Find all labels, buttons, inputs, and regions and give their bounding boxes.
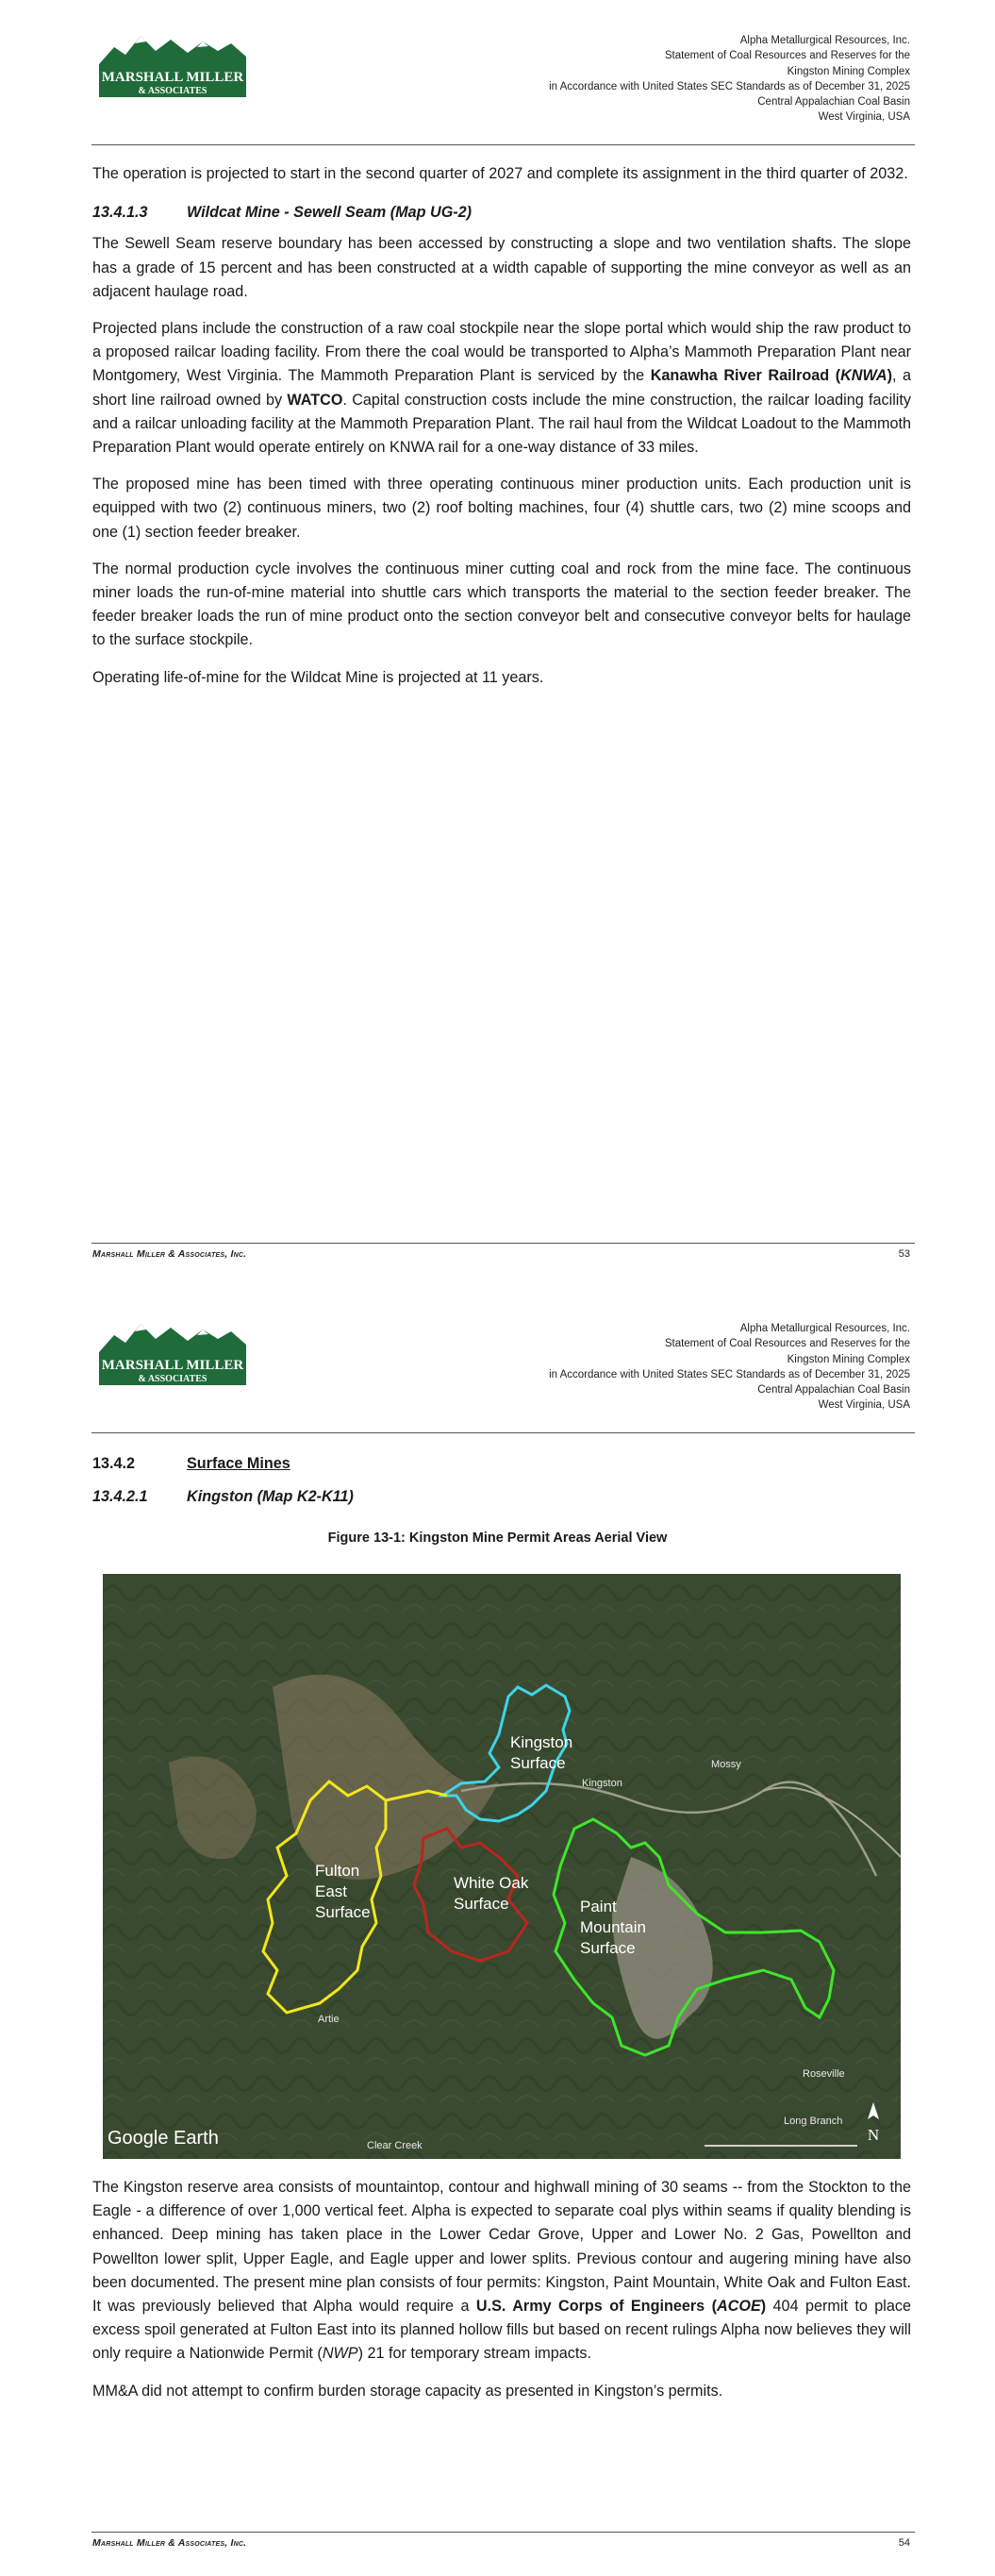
place-label: Roseville — [803, 2068, 845, 2080]
place-label: Artie — [318, 2014, 340, 2025]
map-label-paint-3: Surface — [580, 1939, 636, 1957]
section-heading — [92, 1452, 911, 1476]
header-line: West Virginia, USA — [818, 111, 910, 124]
railroad-name: Kanawha River Railroad — [650, 367, 830, 385]
header-line: Statement of Coal Resources and Reserves for the — [664, 1338, 910, 1350]
logo-subtext: & ASSOCIATES — [138, 86, 207, 96]
footer-company: Marshall Miller & Associates, Inc. — [92, 1248, 247, 1260]
paragraph: The proposed mine has been timed with three operating continuous miner production units. Each production unit is equipped with two (2) continuous miners, two (2) roof bolting machines, four (4) shuttle cars, two (2) mine scoops and one (1) section feeder breaker. — [92, 476, 911, 541]
google-earth-watermark: Google Earth — [108, 2128, 219, 2149]
paragraph — [92, 2176, 911, 2367]
paragraph: The Sewell Seam reserve boundary has been accessed by constructing a slope and two ventilation shafts. The slope has a grade of 15 percent and has been constructed at a width capable of supporting the mine conveyor as well as an adjacent haulage road. — [92, 235, 911, 300]
header-line: Central Appalachian Coal Basin — [757, 96, 910, 109]
header-line: West Virginia, USA — [818, 1399, 910, 1412]
map-label-paint-2: Mountain — [580, 1918, 646, 1936]
logo-text: MARSHALL MILLER — [101, 70, 244, 85]
figure-caption: Figure 13-1: Kingston Mine Permit Areas Aerial View — [327, 1531, 668, 1546]
header-line: Alpha Metallurgical Resources, Inc. — [739, 1323, 910, 1334]
paragraph: The operation is projected to start in the second quarter of 2027 and complete its assignment in the third quarter of 2032. — [92, 165, 908, 182]
paragraph: MM&A did not attempt to confirm burden storage capacity as presented in Kingston’s permits. — [92, 2382, 723, 2400]
logo-text: MARSHALL MILLER — [101, 1358, 244, 1373]
text-run: ( — [705, 2298, 717, 2316]
paragraph: The normal production cycle involves the continuous miner cutting coal and rock from the mine face. The continuous miner loads the run-of-mine material into shuttle cars which transports the material to the section feeder breaker. The feeder breaker loads the run of mine product onto the section conveyor belt and consecutive conveyor belts for haulage to the surface stockpile. — [92, 560, 911, 649]
paragraph: Operating life-of-mine for the Wildcat Mine is projected at 11 years. — [92, 668, 544, 686]
text-run: Projected plans include the construction of a raw coal stockpile near the slope portal which would ship the raw product to a proposed railcar loading facility. From there the coal would be transported to Alpha’s Mammoth Preparation Plant near Montgomery, West Virginia. The Mammoth Preparation Plant is serviced by the — [92, 320, 911, 385]
map-label-white-oak-2: Surface — [454, 1895, 509, 1913]
footer-rule — [91, 2532, 915, 2533]
marshall-miller-logo — [97, 28, 248, 99]
text-run: ) 21 for temporary stream impacts. — [357, 2345, 591, 2363]
map-label-white-oak: White Oak — [454, 1874, 529, 1892]
map-label-kingston-2: Surface — [510, 1754, 566, 1772]
body-text — [92, 162, 911, 690]
section-title: Wildcat Mine - Sewell Seam (Map UG-2) — [187, 204, 473, 222]
aerial-map-image — [103, 1574, 901, 2159]
page-number: 54 — [898, 2537, 910, 2549]
header-rule — [91, 144, 915, 145]
place-label: Mossy — [711, 1759, 741, 1770]
text-run: . Capital construction costs include the mine construction, the railcar loading facility and a railcar unloading facility at the Mammoth Preparation Plant. The rail haul from the Wildcat Loadout to the Mammoth Preparation Plant would operate entirely on KNWA rail for a one-way distance of 33 miles. — [92, 391, 911, 457]
north-label: N — [867, 2126, 880, 2144]
railroad-abbr: KNWA — [840, 367, 887, 385]
header-line: in Accordance with United States SEC Standards as of December 31, 2025 — [549, 1368, 910, 1380]
page-number: 53 — [898, 1248, 910, 1260]
section-number: 13.4.1.3 — [92, 204, 148, 222]
subsection-title: Kingston (Map K2-K11) — [187, 1488, 354, 1506]
footer-company: Marshall Miller & Associates, Inc. — [92, 2537, 247, 2549]
header-line: Statement of Coal Resources and Reserves for the — [664, 50, 910, 62]
footer-rule — [91, 1243, 915, 1244]
section-number: 13.4.2 — [92, 1455, 136, 1472]
header-rule — [91, 1432, 915, 1433]
section-heading — [92, 201, 911, 225]
text-run: , a short line railroad owned by — [92, 367, 911, 409]
place-label: Kingston — [582, 1778, 622, 1789]
header-line: Central Appalachian Coal Basin — [757, 1384, 910, 1397]
place-label: Clear Creek — [367, 2140, 423, 2151]
header-line: Kingston Mining Complex — [787, 65, 910, 77]
header-line: Alpha Metallurgical Resources, Inc. — [739, 35, 910, 46]
owner-name: WATCO — [287, 391, 343, 409]
agency-abbr: ACOE — [716, 2298, 761, 2316]
place-label: Long Branch — [784, 2116, 843, 2127]
paragraph — [92, 317, 911, 460]
text-run: The Kingston reserve area consists of mountaintop, contour and highwall mining of 30 seams -- from the Stockton to the Eagle - a difference of over 1,000 vertical feet. Alpha is expected to separate coal plys within seams if quality blending is enhanced. Deep mining has taken place in the Lower Cedar Grove, Upper and Lower No. 2 Gas, Powellton and Powellton lower split, Upper Eagle, and Eagle upper and lower splits. Previous contour and augering mining have also been documented. The present mine plan consists of four permits: Kingston, Paint Mountain, White Oak and Fulton East. It was previously believed that Alpha would require a — [92, 2179, 911, 2316]
permit-abbr: NWP — [322, 2345, 358, 2363]
map-label-fulton: Fulton — [315, 1862, 360, 1880]
section-title: Surface Mines — [187, 1455, 290, 1472]
text-run: ) — [887, 367, 892, 385]
subsection-heading — [92, 1485, 911, 1509]
text-run: 404 permit to place excess spoil generated at Fulton East into its planned hollow fills but based on recent rulings Alpha now believes they will only require a Nationwide Permit ( — [92, 2298, 911, 2363]
section-headings — [92, 1452, 911, 1516]
text-run: ) — [760, 2298, 767, 2316]
map-label-kingston: Kingston — [510, 1733, 573, 1751]
map-label-fulton-2: East — [315, 1882, 348, 1900]
page-header — [549, 1321, 910, 1413]
header-line: in Accordance with United States SEC Standards as of December 31, 2025 — [549, 80, 910, 92]
subsection-number: 13.4.2.1 — [92, 1488, 148, 1506]
agency-name: U.S. Army Corps of Engineers — [475, 2298, 705, 2316]
body-text — [92, 2176, 911, 2403]
map-label-fulton-3: Surface — [315, 1903, 371, 1921]
page-header — [549, 33, 910, 125]
logo-subtext: & ASSOCIATES — [138, 1374, 207, 1384]
marshall-miller-logo — [97, 1316, 248, 1387]
header-line: Kingston Mining Complex — [787, 1353, 910, 1365]
map-label-paint: Paint — [580, 1898, 617, 1915]
text-run: ( — [829, 367, 841, 385]
